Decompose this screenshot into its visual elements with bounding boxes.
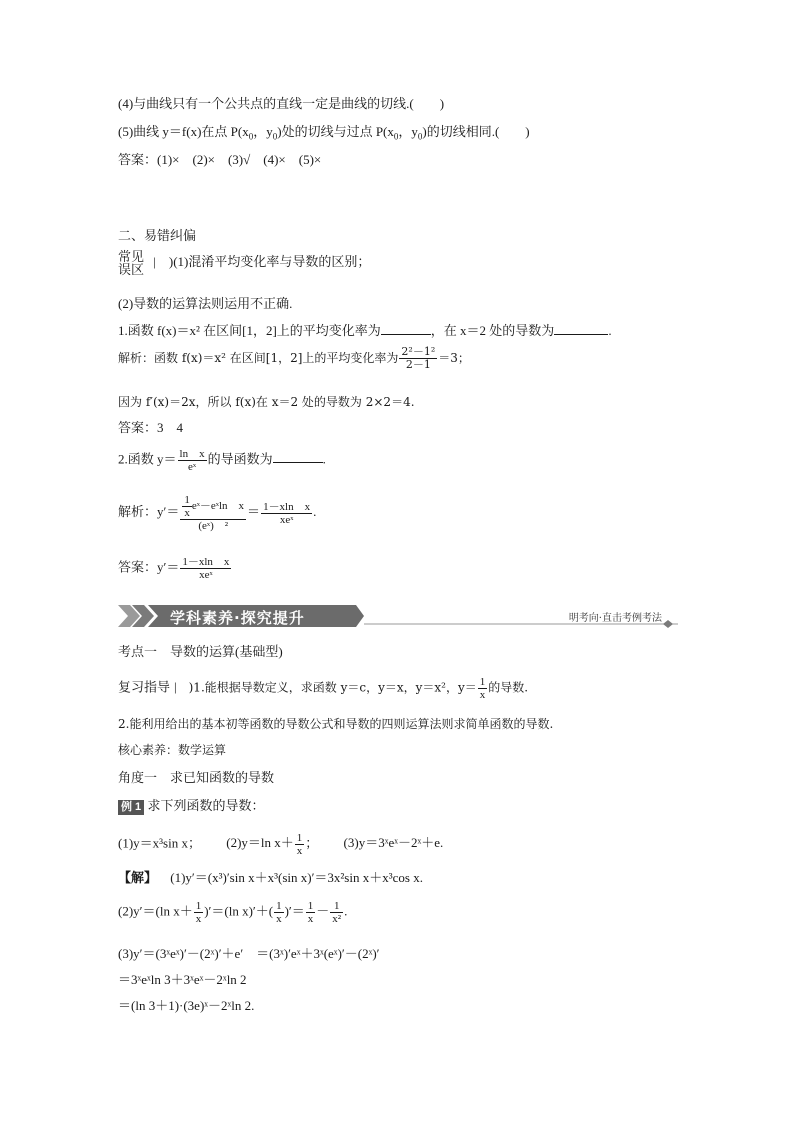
example-q2-end: ；	[305, 835, 319, 851]
topic-heading: 考点一 导数的运算(基础型)	[118, 644, 283, 659]
solution-label: 【解】	[118, 870, 158, 885]
q5-text-b: ，y	[253, 124, 273, 139]
fraction-denominator: x	[307, 913, 314, 925]
angle-heading: 角度一 求已知函数的导数	[118, 770, 275, 785]
tag-top: 常见	[118, 249, 145, 264]
common-errors-tag	[118, 250, 144, 276]
example-badge: 例 1	[118, 800, 144, 815]
fraction-denominator: x	[296, 845, 303, 857]
solution-1	[118, 346, 470, 371]
q5-text-c: )处的切线与过点 P(x	[277, 124, 394, 139]
review-text: )1.能根据导数定义，求函数 y＝c，y＝x，y＝x²，y＝	[176, 680, 477, 695]
sol-2-a: (2)y′＝(ln x＋	[118, 903, 193, 919]
subscript: 0	[248, 131, 254, 142]
example-q1: (1)y＝x³sin x；	[118, 835, 201, 851]
answer-line-1: 答案：(1)× (2)× (3)√ (4)× (5)×	[118, 152, 322, 167]
section-banner	[118, 602, 678, 630]
fraction-denominator: (eˣ) ²	[198, 520, 229, 532]
p1-text-b: ，在 x＝2 处的导数为	[430, 323, 555, 338]
core-literacy: 核心素养：数学运算	[118, 743, 227, 757]
banner-title: 学科素养·探究提升	[170, 609, 305, 627]
fraction	[399, 346, 437, 371]
fraction-denominator: x²	[332, 913, 342, 925]
fraction-denominator: 2－1	[405, 358, 431, 371]
problem-1	[118, 322, 612, 339]
subscript: 0	[417, 131, 423, 142]
fraction	[330, 900, 343, 925]
p2-text-b: 的导函数为	[207, 451, 273, 467]
minus-sign: －	[316, 903, 330, 919]
fraction-numerator: ln x	[179, 448, 205, 460]
sol-2-b: )′＝(ln x)′＋(	[204, 903, 274, 919]
diamond-icon	[663, 620, 673, 628]
problem-2	[118, 448, 326, 473]
fraction-denominator: eˣ	[188, 461, 197, 473]
fraction-numerator: 1	[307, 900, 314, 912]
solution-2	[118, 494, 316, 532]
fraction	[180, 556, 231, 581]
banner-subtitle: 明考向·直击考例考法	[568, 613, 662, 624]
fraction-numerator: 1	[330, 900, 343, 913]
fraction-numerator: 1	[479, 676, 486, 688]
example-prompt: 求下列函数的导数：	[147, 798, 265, 813]
fraction-numerator: 1－xln x	[263, 500, 311, 513]
tag-bottom: 误区	[118, 262, 145, 277]
example-questions	[118, 832, 443, 857]
fraction-numerator: 2²－1²	[401, 345, 436, 358]
review-guide-2: 2.能利用给出的基本初等函数的导数公式和导数的四则运算法则求简单函数的导数.	[118, 717, 554, 731]
review-label: 复习指导	[118, 679, 171, 695]
p2-text-c: .	[322, 451, 326, 467]
review-bar: |	[174, 679, 177, 695]
sol-2-c: )′＝	[284, 903, 305, 919]
solution-1-text: (1)y′＝(x³)′sin x＋x³(sin x)′＝3x²sin x＋x³cos x.	[170, 870, 423, 885]
answer-blank	[273, 450, 323, 463]
sol1-result: ＝3；	[438, 351, 470, 365]
fraction-denominator: xeˣ	[279, 513, 294, 526]
sol1-text: 解析：函数 f(x)＝x² 在区间[1，2]上的平均变化率为	[118, 351, 399, 365]
subscript: 0	[393, 131, 399, 142]
fraction	[178, 448, 207, 473]
solution-1-line-2: 因为 f′(x)＝2x，所以 f(x)在 x＝2 处的导数为 2×2＝4.	[118, 395, 415, 409]
fraction	[306, 900, 316, 925]
example-q2: (2)y＝ln x＋	[226, 835, 294, 851]
subscript: 0	[272, 131, 278, 142]
q5-text-d: ，y	[398, 124, 418, 139]
fraction-denominator: x	[195, 913, 202, 925]
fraction	[261, 501, 312, 526]
fraction-numerator: 1	[276, 900, 282, 912]
inner-fraction	[182, 494, 192, 519]
period: .	[313, 503, 317, 519]
solution-line-2	[118, 900, 347, 925]
fraction-numerator: 1－xln x	[182, 556, 230, 568]
sol2-numerator-rest: eˣ－eˣln x	[191, 500, 245, 513]
example-1	[118, 798, 264, 815]
q5-text-a: (5)曲线 y＝f(x)在点 P(x	[118, 124, 249, 139]
fraction-denominator: x	[276, 913, 282, 925]
error-1: )(1)混淆平均变化率与导数的区别；	[155, 253, 371, 269]
fraction	[194, 900, 204, 925]
solution-line-3: (3)y′＝(3ˣeˣ)′－(2ˣ)′＋e′ ＝(3ˣ)′eˣ＋3ˣ(eˣ)′－(2ˣ)′	[118, 946, 380, 961]
fraction	[274, 900, 284, 925]
fraction-numerator: 1	[296, 832, 303, 844]
fraction-denominator: xeˣ	[199, 569, 213, 581]
fraction-denominator: x	[184, 507, 190, 519]
solution-line-4: ＝3ˣeˣln 3＋3ˣeˣ－2ˣln 2	[118, 972, 247, 987]
q5-text-e: )的切线相同.( )	[422, 124, 530, 139]
example-q3: (3)y＝3ˣeˣ－2ˣ＋e.	[343, 835, 444, 851]
answer-line-3	[118, 556, 232, 581]
fraction	[180, 494, 246, 532]
fraction-numerator: 1	[184, 494, 190, 506]
section-heading: 二、易错纠偏	[118, 228, 197, 243]
solution-line-5: ＝(ln 3＋1)·(3e)ˣ－2ˣln 2.	[118, 998, 255, 1013]
equals-sign: ＝	[247, 503, 261, 519]
common-errors-row	[118, 250, 370, 276]
fraction-denominator: x	[479, 689, 486, 701]
sol2-label: 解析：y′＝	[118, 503, 180, 519]
fraction-numerator	[180, 494, 246, 520]
p2-text-a: 2.函数 y＝	[118, 451, 177, 467]
question-4: (4)与曲线只有一个公共点的直线一定是曲线的切线.( )	[118, 96, 445, 111]
solution-line-1	[118, 870, 423, 886]
fraction-numerator: 1	[195, 900, 202, 912]
review-guide	[118, 676, 528, 701]
ans3-label: 答案：y′＝	[118, 559, 180, 575]
p1-text-a: 1.函数 f(x)＝x² 在区间[1，2]上的平均变化率为	[118, 323, 381, 338]
fraction	[295, 832, 305, 857]
answer-blank	[554, 322, 608, 335]
answer-blank	[381, 322, 431, 335]
period: .	[344, 903, 348, 919]
tag-bar: |	[153, 253, 156, 269]
question-5	[118, 124, 530, 145]
error-2: (2)导数的运算法则运用不正确.	[118, 296, 293, 311]
p1-text-c: .	[608, 323, 612, 338]
answer-line-2: 答案：3 4	[118, 420, 184, 435]
review-text-end: 的导数.	[488, 680, 529, 695]
fraction	[478, 676, 488, 701]
